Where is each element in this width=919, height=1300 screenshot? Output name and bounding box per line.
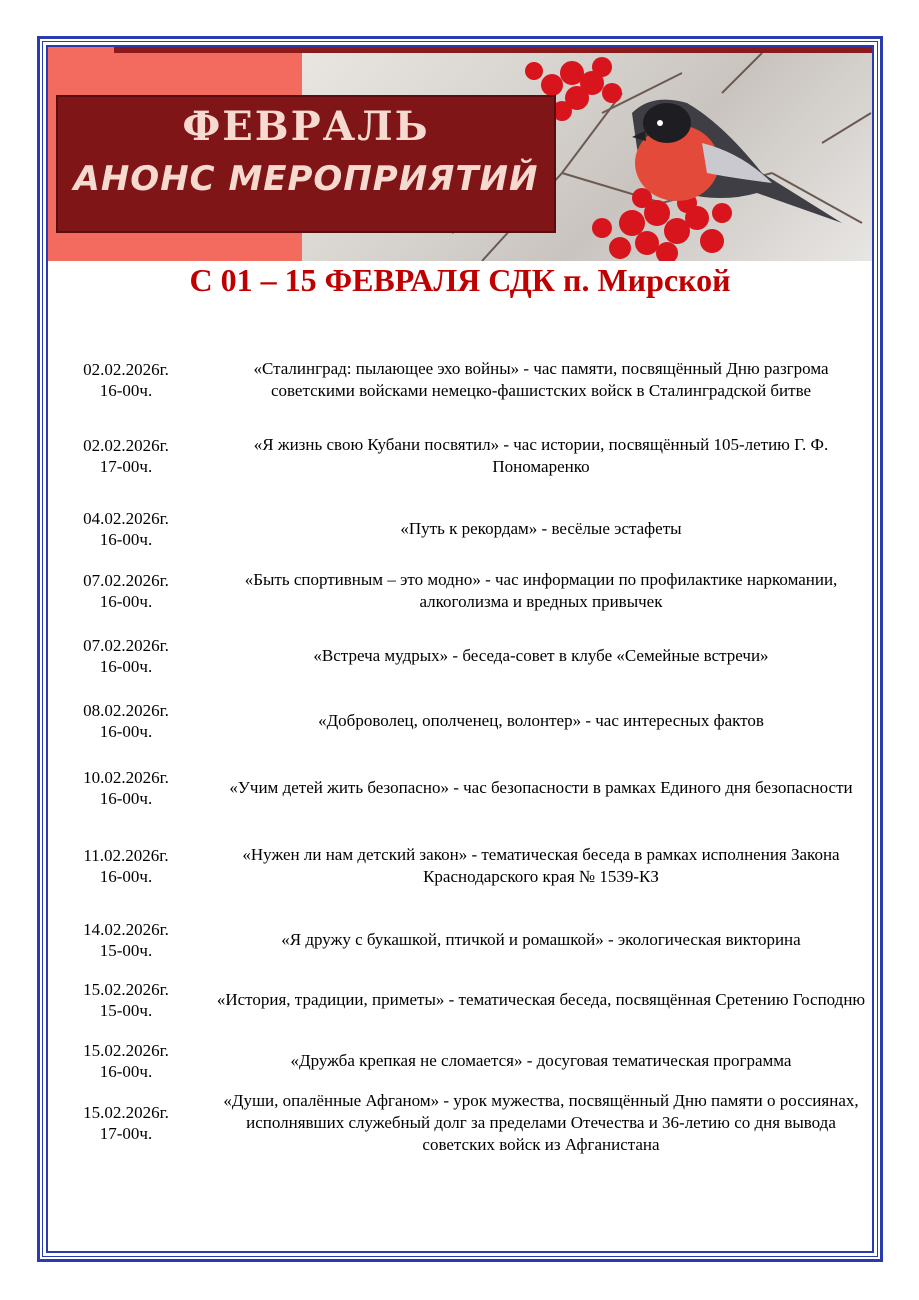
event-datetime <box>48 359 204 401</box>
event-description: «Я жизнь свою Кубани посвятил» - час истории, посвящённый 105-летию Г. Ф. Пономаренко <box>253 435 829 476</box>
event-datetime <box>48 845 204 887</box>
event-description: «Доброволец, ополченец, волонтер» - час интересных фактов <box>318 711 764 730</box>
event-datetime <box>48 979 204 1021</box>
event-description: «Я дружу с букашкой, птичкой и ромашкой» - экологическая викторина <box>281 930 801 949</box>
event-description: «Дружба крепкая не сломается» - досуговая тематическая программа <box>290 1051 792 1070</box>
event-datetime <box>48 1102 204 1144</box>
event-row <box>48 699 872 743</box>
event-row <box>48 569 872 613</box>
event-time: 16-00ч. <box>99 592 153 611</box>
event-date: 07.02.2026г. <box>83 636 169 655</box>
event-time: 16-00ч. <box>99 530 153 549</box>
event-description: «Быть спортивным – это модно» - час информации по профилактике наркомании, алкоголизма и вредных привычек <box>244 570 838 611</box>
event-description: «Нужен ли нам детский закон» - тематическая беседа в рамках исполнения Закона Краснодарского края № 1539-КЗ <box>242 845 840 886</box>
event-datetime <box>48 767 204 809</box>
event-row <box>48 507 872 551</box>
event-row <box>48 844 872 888</box>
event-date: 07.02.2026г. <box>83 571 169 590</box>
event-row <box>48 918 872 962</box>
event-date: 15.02.2026г. <box>83 1103 169 1122</box>
event-time: 16-00ч. <box>99 722 153 741</box>
event-row <box>48 766 872 810</box>
event-datetime <box>48 635 204 677</box>
event-row <box>48 1090 872 1156</box>
header-banner <box>48 47 872 261</box>
event-row <box>48 434 872 478</box>
event-date: 02.02.2026г. <box>83 436 169 455</box>
event-time: 16-00ч. <box>99 867 153 886</box>
event-row <box>48 358 872 402</box>
banner-title-announcement: АНОНС МЕРОПРИЯТИЙ <box>73 159 539 199</box>
event-time: 15-00ч. <box>99 1001 153 1020</box>
event-datetime <box>48 1040 204 1082</box>
event-date: 15.02.2026г. <box>83 980 169 999</box>
event-time: 16-00ч. <box>99 381 153 400</box>
event-datetime <box>48 508 204 550</box>
event-date: 14.02.2026г. <box>83 920 169 939</box>
event-row <box>48 634 872 678</box>
event-description: «Встреча мудрых» - беседа-совет в клубе «Семейные встречи» <box>313 646 769 665</box>
page-title: С 01 – 15 ФЕВРАЛЯ СДК п. Мирской <box>189 262 731 298</box>
event-date: 15.02.2026г. <box>83 1041 169 1060</box>
event-datetime <box>48 919 204 961</box>
event-description: «История, традиции, приметы» - тематическая беседа, посвящённая Сретению Господню <box>216 990 866 1009</box>
event-date: 11.02.2026г. <box>83 846 169 865</box>
event-row <box>48 1039 872 1083</box>
event-time: 15-00ч. <box>99 941 153 960</box>
event-time: 17-00ч. <box>99 1124 153 1143</box>
event-description: «Учим детей жить безопасно» - час безопасности в рамках Единого дня безопасности <box>229 778 853 797</box>
event-datetime <box>48 570 204 612</box>
event-time: 16-00ч. <box>99 1062 153 1081</box>
event-datetime <box>48 700 204 742</box>
banner-title-month: ФЕВРАЛЬ <box>182 103 430 150</box>
event-date: 10.02.2026г. <box>83 768 169 787</box>
event-datetime <box>48 435 204 477</box>
event-row <box>48 978 872 1022</box>
event-date: 02.02.2026г. <box>83 360 169 379</box>
event-date: 04.02.2026г. <box>83 509 169 528</box>
event-time: 17-00ч. <box>99 457 153 476</box>
banner-title-box <box>56 95 556 233</box>
event-time: 16-00ч. <box>99 789 153 808</box>
event-time: 16-00ч. <box>99 657 153 676</box>
event-date: 08.02.2026г. <box>83 701 169 720</box>
event-description: «Путь к рекордам» - весёлые эстафеты <box>400 519 682 538</box>
event-description: «Сталинград: пылающее эхо войны» - час памяти, посвящённый Дню разгрома советскими войсками немецко-фашистских войск в Сталинградской битве <box>253 359 829 400</box>
event-description: «Души, опалённые Афганом» - урок мужества, посвящённый Дню памяти о россиянах, исполнявших служебный долг за пределами Отечества и 36-летию со дня вывода советских войск из Афганистана <box>223 1091 859 1154</box>
